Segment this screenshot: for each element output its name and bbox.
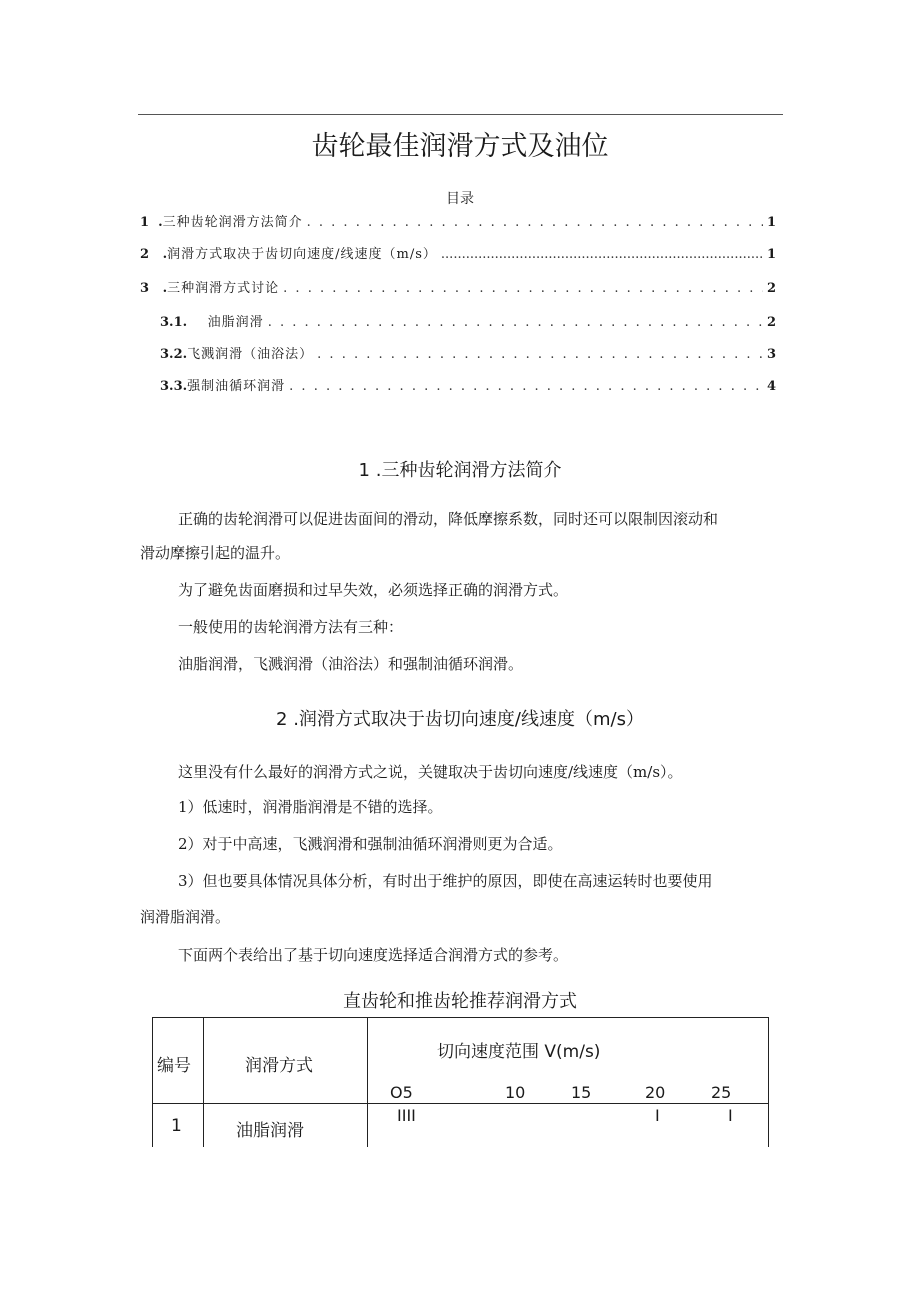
toc-leader	[317, 347, 763, 362]
table-column-divider	[203, 1017, 204, 1147]
document-title: 齿轮最佳润滑方式及油位	[311, 131, 609, 162]
header-no: 编号	[157, 1056, 191, 1076]
toc-entry-page: 3	[766, 347, 776, 362]
table-border-right	[768, 1017, 769, 1147]
toc-entry-text: 强制油循环润滑	[187, 379, 286, 394]
speed-tick: O5	[390, 1083, 413, 1102]
toc-entry-page: 1	[766, 247, 776, 262]
toc-leader	[307, 215, 763, 230]
row-speed-mark: IIII	[397, 1106, 416, 1125]
table-border-left	[152, 1017, 153, 1147]
table-column-divider	[367, 1017, 368, 1147]
header-speed: 切向速度范围 V(m/s)	[437, 1042, 601, 1062]
toc-entry-number: 3.2.	[160, 347, 188, 362]
toc-entry-text: 三种润滑方式讨论	[167, 281, 280, 296]
row-speed-mark: I	[728, 1106, 733, 1125]
speed-tick: 15	[571, 1083, 592, 1102]
toc-entry-text: 油脂润滑	[187, 315, 264, 330]
paragraph: 一般使用的齿轮润滑方法有三种：	[178, 618, 404, 636]
row-method: 油脂润滑	[236, 1121, 304, 1141]
paragraph: 下面两个表给出了基于切向速度选择适合润滑方式的参考。	[178, 946, 569, 964]
paragraph: 2）对于中高速，飞溅润滑和强制油循环润滑则更为合适。	[178, 835, 563, 853]
toc-entry[interactable]	[140, 277, 776, 297]
toc-entry-page: 2	[766, 281, 776, 296]
header-rule	[138, 114, 783, 115]
paragraph: 1）低速时，润滑脂润滑是不错的选择。	[178, 798, 443, 816]
toc-leader	[268, 315, 763, 330]
toc-entry-number: 3.3.	[160, 379, 188, 394]
toc-leader	[283, 281, 763, 296]
speed-tick: 10	[505, 1083, 526, 1102]
toc-leader	[289, 379, 763, 394]
paragraph: 油脂润滑，飞溅润滑（油浴法）和强制油循环润滑。	[178, 655, 524, 673]
toc-entry-number: 3.1.	[160, 315, 188, 330]
paragraph: 3）但也要具体情况具体分析，有时出于维护的原因，即使在高速运转时也要使用	[178, 872, 713, 890]
toc-entry[interactable]	[160, 375, 776, 395]
toc-entry-number: 3 .	[140, 281, 168, 296]
toc-entry-number: 2 .	[140, 247, 168, 262]
toc-entry-page: 2	[766, 315, 776, 330]
paragraph: 这里没有什么最好的润滑方式之说，关键取决于齿切向速度/线速度（m/s）。	[178, 763, 683, 781]
toc-heading: 目录	[446, 191, 474, 207]
toc-entry-text: 三种齿轮润滑方法简介	[162, 215, 303, 230]
toc-entry-text: 润滑方式取决于齿切向速度/线速度（m/s）	[167, 247, 437, 262]
paragraph: 正确的齿轮润滑可以促进齿面间的滑动，降低摩擦系数，同时还可以限制因滚动和	[178, 510, 719, 528]
paragraph: 润滑脂润滑。	[140, 908, 231, 926]
section-1-heading: 1 .三种齿轮润滑方法简介	[358, 460, 562, 481]
table-title: 直齿轮和推齿轮推荐润滑方式	[343, 991, 577, 1012]
toc-leader	[441, 247, 763, 262]
toc-entry-page: 4	[766, 379, 776, 394]
paragraph: 滑动摩擦引起的温升。	[140, 544, 291, 562]
toc-entry-text: 飞溅润滑（油浴法）	[187, 347, 314, 362]
toc-entry-page: 1	[766, 215, 776, 230]
table-border-top	[152, 1017, 769, 1018]
toc-entry-number: 1 .	[140, 215, 163, 230]
toc-entry[interactable]	[140, 211, 776, 231]
section-2-heading: 2 .润滑方式取决于齿切向速度/线速度（m/s）	[276, 709, 644, 730]
table-row-divider	[152, 1103, 769, 1104]
toc-entry[interactable]	[160, 311, 776, 331]
toc-entry[interactable]	[160, 343, 776, 363]
row-speed-mark: I	[655, 1106, 660, 1125]
toc-entry[interactable]	[140, 243, 776, 263]
row-no: 1	[171, 1116, 182, 1136]
speed-tick: 20	[645, 1083, 666, 1102]
paragraph: 为了避免齿面磨损和过早失效，必须选择正确的润滑方式。	[178, 581, 569, 599]
header-method: 润滑方式	[245, 1056, 313, 1076]
speed-tick: 25	[711, 1083, 732, 1102]
